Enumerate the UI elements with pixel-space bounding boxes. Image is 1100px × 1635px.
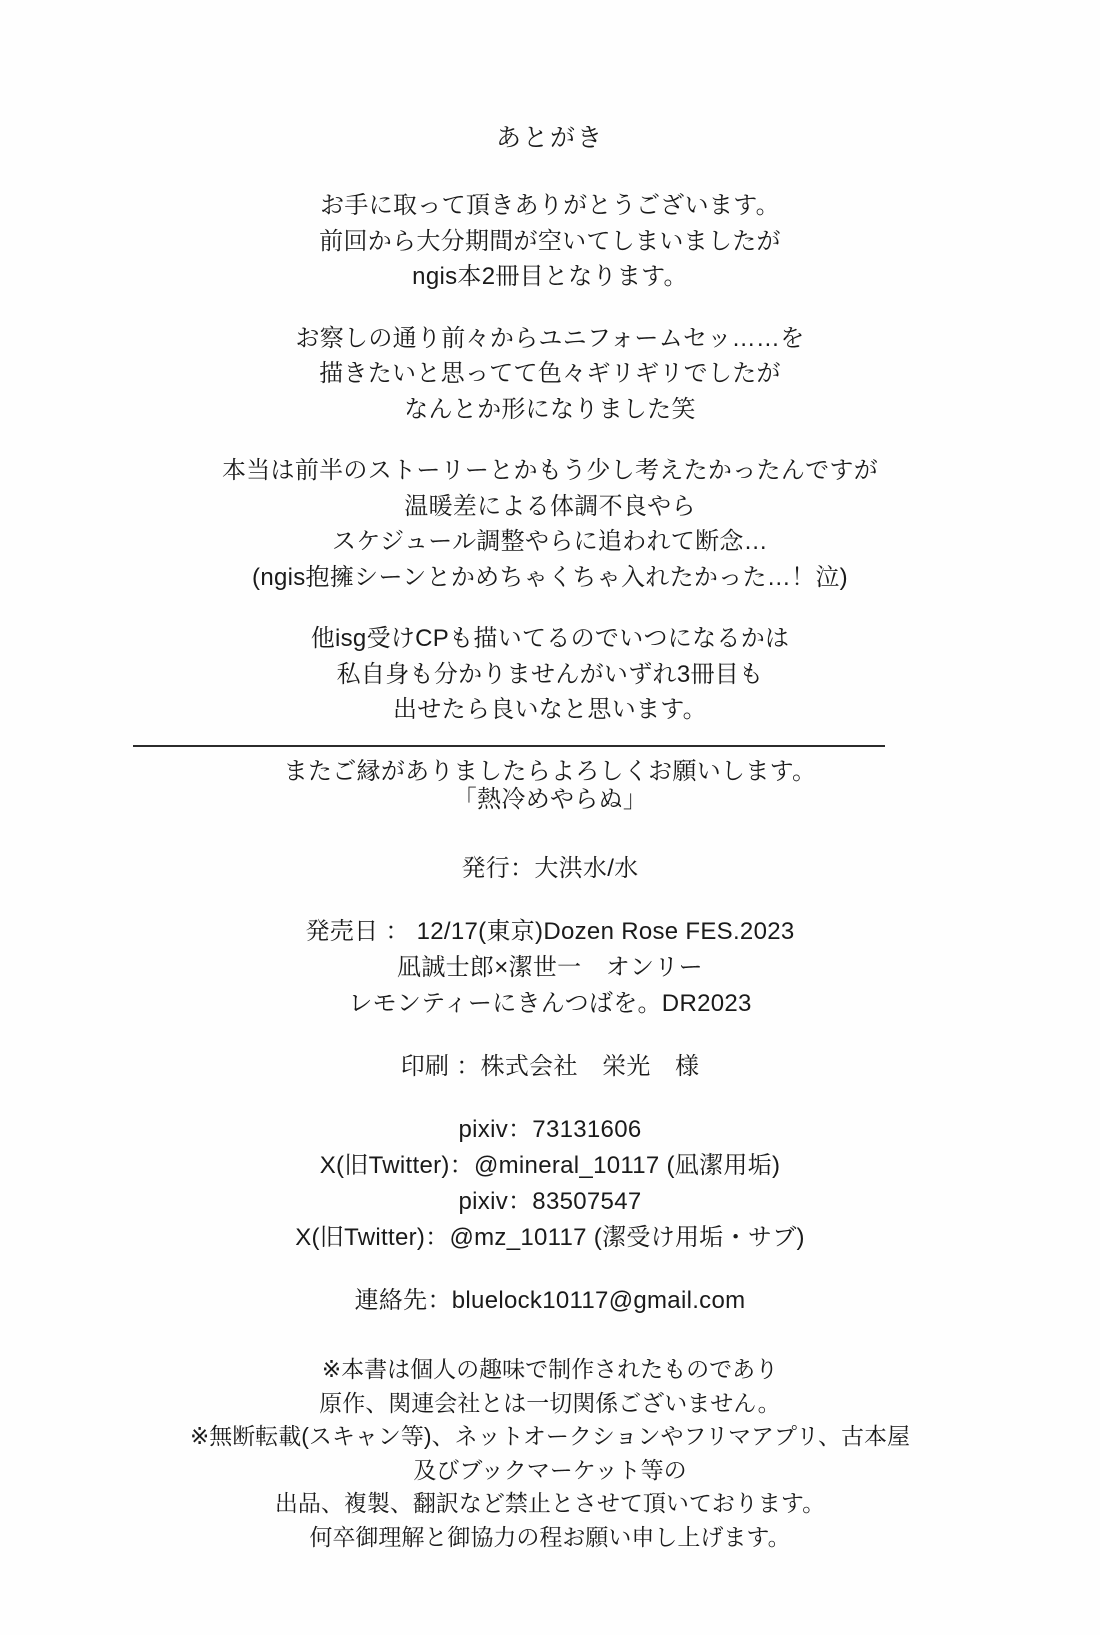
colophon-release-line: 発売日 ： 12/17(東京)Dozen Rose FES.2023 — [305, 918, 795, 945]
colophon-pixiv-main: pixiv：73131606 — [458, 1116, 642, 1143]
afterword-line: なんとか形になりました笑 — [404, 395, 696, 423]
colophon-pixiv-sub: pixiv：83507547 — [458, 1188, 642, 1215]
colophon-notes — [0, 1353, 1100, 1554]
afterword-line: 本当は前半のストーリーとかもう少し考えたかったんですが — [221, 457, 879, 485]
colophon-release — [0, 914, 1100, 1022]
afterword-line: 前回から大分期間が空いてしまいましたが — [319, 227, 781, 255]
colophon-note-line: ※無断転載(スキャン等)、ネットオークションやフリマアプリ、古本屋 — [190, 1423, 910, 1450]
colophon-publisher: 発行：大洪水/水 — [461, 855, 639, 882]
afterword-section — [0, 118, 1100, 815]
afterword-line: スケジュール調整やらに追われて断念… — [332, 528, 768, 556]
colophon-note-line: 及びブックマーケット等の — [413, 1456, 687, 1483]
colophon-title: 「熱冷めやらぬ」 — [452, 786, 648, 813]
afterword-line: 温暖差による体調不良やら — [404, 492, 696, 520]
afterword-paragraph-1 — [0, 188, 1100, 295]
afterword-paragraph-3 — [0, 453, 1100, 595]
colophon-accounts — [0, 1112, 1100, 1256]
colophon-contact: 連絡先：bluelock10117@gmail.com — [354, 1287, 746, 1314]
colophon-section — [0, 782, 1100, 1554]
afterword-line: 私自身も分かりませんがいずれ3冊目も — [336, 660, 764, 688]
afterword-line: お察しの通り前々からユニフォームセッ……を — [295, 324, 805, 352]
section-divider — [133, 745, 885, 747]
afterword-line: 他isg受けCPも描いてるのでいつになるかは — [310, 625, 790, 653]
colophon-note-line: 出品、複製、翻訳など禁止とさせて頂いております。 — [274, 1490, 826, 1517]
colophon-note-line: ※本書は個人の趣味で制作されたものであり — [321, 1356, 779, 1382]
colophon-release-line: 凪誠士郎×潔世一 オンリー — [397, 954, 703, 981]
colophon-note-line: 原作、関連会社とは一切関係ございません。 — [319, 1389, 781, 1416]
afterword-heading: あとがき — [495, 124, 604, 152]
colophon-x-main: X(旧Twitter)：@mineral_10117 (凪潔用垢) — [319, 1152, 781, 1179]
afterword-line: ngis本2冊目となります。 — [412, 263, 688, 291]
afterword-line: お手に取って頂きありがとうございます。 — [320, 192, 780, 219]
colophon-x-sub: X(旧Twitter)：@mz_10117 (潔受け用垢・サブ) — [295, 1224, 805, 1251]
colophon-printing: 印刷 ：株式会社 栄光 様 — [400, 1053, 700, 1080]
afterword-line: 出せたら良いなと思います。 — [393, 696, 707, 724]
colophon-release-line: レモンティーにきんつばを。DR2023 — [348, 990, 752, 1017]
afterword-line: またご縁がありましたらよろしくお願いします。 — [283, 757, 817, 785]
colophon-note-line: 何卒御理解と御協力の程お願い申し上げます。 — [309, 1523, 791, 1550]
afterword-paragraph-2 — [0, 321, 1100, 428]
afterword-paragraph-4 — [0, 621, 1100, 728]
afterword-line: (ngis抱擁シーンとかめちゃくちゃ入れたかった…！泣) — [252, 563, 848, 591]
afterword-line: 描きたいと思ってて色々ギリギリでしたが — [319, 360, 781, 388]
